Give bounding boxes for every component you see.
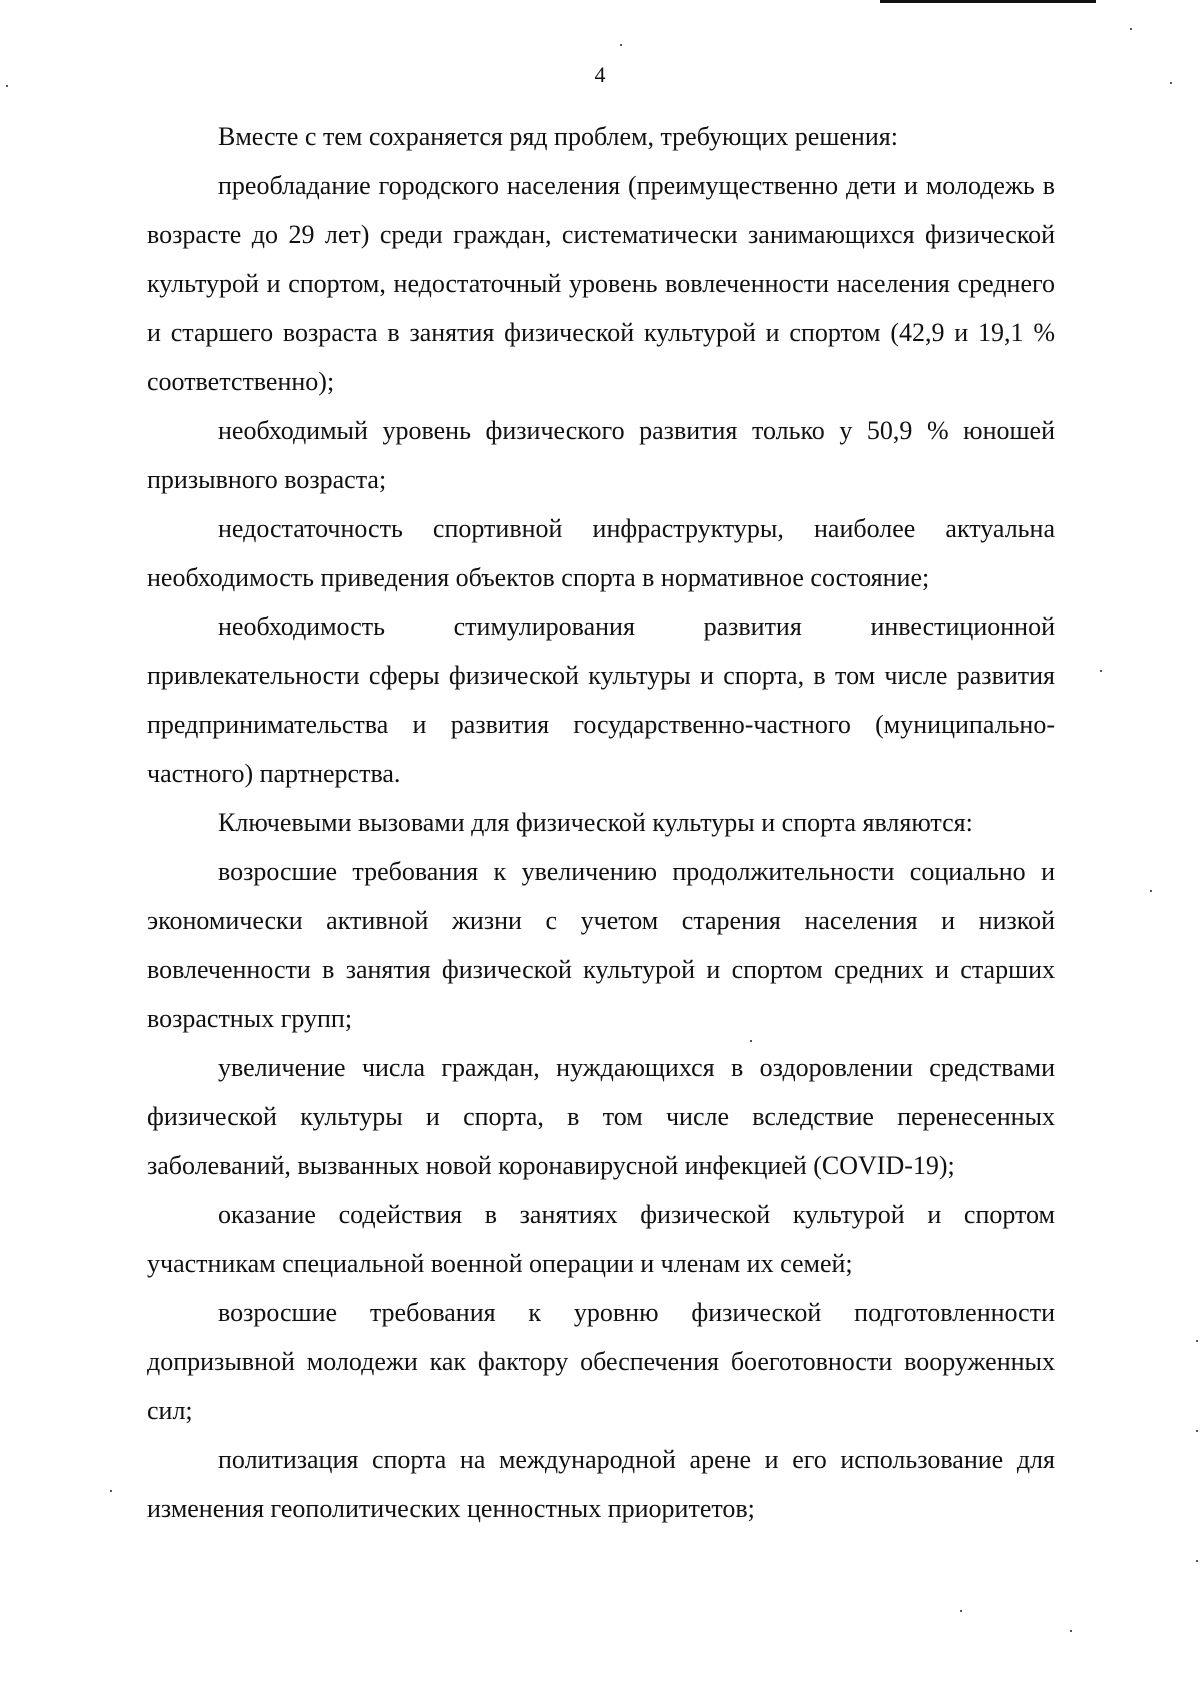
- paragraph-urban-population: преобладание городского населения (преимущественно дети и молодежь в возрасте до 29 лет) среди граждан, систематически занимающихся физической культурой и спортом, недостаточный уровень вовлеченности населения среднего и старшего возраста в занятия физической культурой и спортом (42,9 и 19,1 % соответственно);: [147, 171, 1055, 396]
- scan-speck: [1196, 1430, 1198, 1432]
- scan-speck: [1100, 670, 1102, 672]
- scan-speck: [620, 44, 622, 46]
- scan-speck: [1150, 890, 1152, 892]
- paragraph-investment: необходимость стимулирования развития инвестиционной привлекательности сферы физической культуры и спорта, в том числе развития предпринимательства и развития государственно-частного (муниципально-частного) партнерства.: [147, 612, 1055, 788]
- paragraph-recovery: увеличение числа граждан, нуждающихся в оздоровлении средствами физической культуры и спорта, в том числе вследствие перенесенных заболеваний, вызванных новой коронавирусной инфекцией (COVID-19);: [147, 1053, 1055, 1180]
- paragraph-challenges-intro: Ключевыми вызовами для физической культуры и спорта являются:: [218, 808, 973, 837]
- scan-speck: [6, 85, 8, 87]
- scan-speck: [750, 1040, 752, 1042]
- paragraph-military-support: оказание содействия в занятиях физической культурой и спортом участникам специальной военной операции и членам их семей;: [147, 1200, 1055, 1278]
- scan-speck: [1170, 82, 1172, 84]
- scan-speck: [110, 1490, 112, 1492]
- scan-edge-line: [880, 0, 1096, 3]
- paragraph-active-life: возросшие требования к увеличению продолжительности социально и экономически активной жизни с учетом старения населения и низкой вовлеченности в занятия физической культурой и спортом средних и старших возрастных групп;: [147, 857, 1055, 1033]
- paragraph-problems-intro: Вместе с тем сохраняется ряд проблем, требующих решения:: [218, 122, 898, 151]
- paragraph-politicization: политизация спорта на международной арене и его использование для изменения геополитических ценностных приоритетов;: [147, 1445, 1055, 1523]
- scan-speck: [1130, 28, 1132, 30]
- scan-speck: [1196, 1560, 1198, 1562]
- page-number: 4: [594, 62, 606, 87]
- scan-speck: [1196, 1340, 1198, 1342]
- paragraph-physical-development: необходимый уровень физического развития только у 50,9 % юношей призывного возраста;: [147, 416, 1055, 494]
- scan-speck: [1070, 1630, 1072, 1632]
- paragraph-infrastructure: недостаточность спортивной инфраструктуры, наиболее актуальна необходимость приведения объектов спорта в нормативное состояние;: [147, 514, 1055, 592]
- paragraph-pre-conscription: возросшие требования к уровню физической подготовленности допризывной молодежи как фактору обеспечения боеготовности вооруженных сил;: [147, 1298, 1055, 1425]
- scan-speck: [960, 1610, 962, 1612]
- document-body: [147, 112, 1055, 1533]
